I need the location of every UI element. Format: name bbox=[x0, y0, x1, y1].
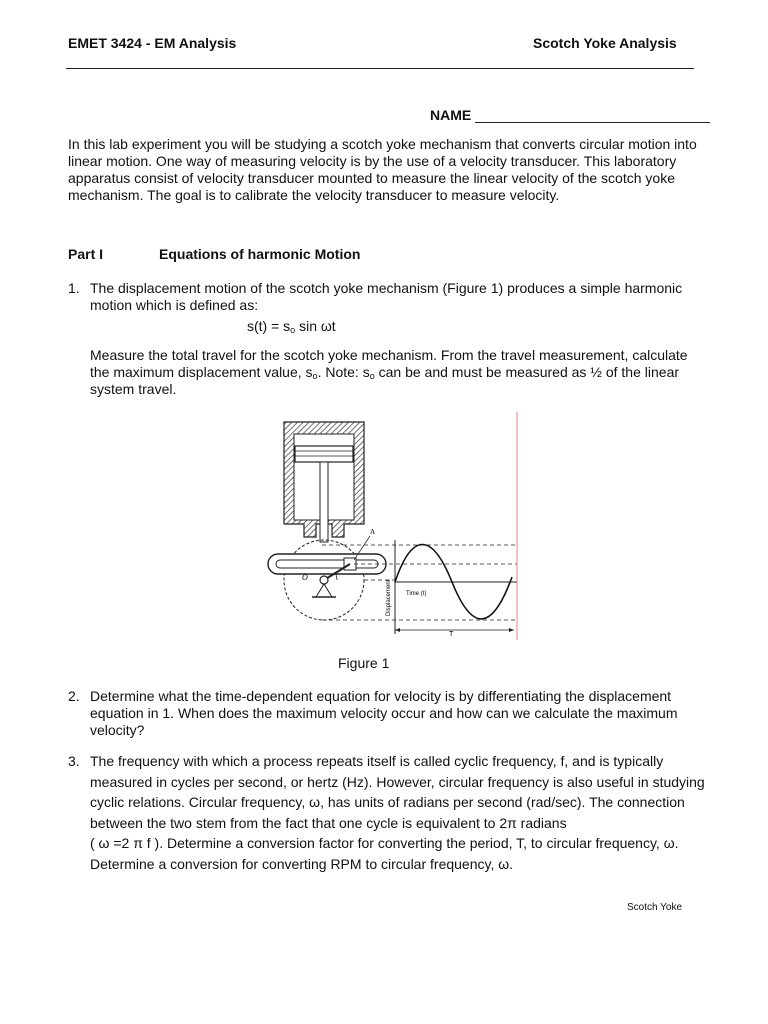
intro-paragraph: In this lab experiment you will be studying a scotch yoke mechanism that converts circular motion into linear motion. One way of measuring velocity is by the use of a velocity transducer. This laboratory apparatus consist of velocity transducer mounted to measure the linear velocity of the scotch yoke mechanism. The goal is to calibrate the velocity transducer to measure velocity. bbox=[68, 136, 697, 203]
piston bbox=[295, 446, 353, 462]
scotch-yoke-figure bbox=[262, 412, 522, 640]
name-blank-line bbox=[475, 108, 710, 123]
list-item-2 bbox=[68, 688, 708, 739]
label-o: O bbox=[302, 573, 308, 582]
name-label: NAME bbox=[430, 107, 472, 123]
label-displacement: Displacement bbox=[386, 579, 392, 616]
item-text-a: The frequency with which a process repeats itself is called cyclic frequency, f, and is typically measured in cycles per second, or hertz (Hz). However, circular frequency is also useful in studying cyclic relations. Circular frequency, ω, has units of radians per second (rad/sec). The connection between the two stem from the fact that one cycle is equivalent to 2π radians bbox=[90, 753, 705, 831]
item-number: 3. bbox=[68, 753, 80, 769]
equation-subscript: o bbox=[290, 325, 296, 335]
measure-paragraph bbox=[90, 347, 710, 398]
measure-sub-1: o bbox=[312, 371, 318, 381]
list-item-3 bbox=[68, 751, 708, 874]
label-a: A bbox=[370, 528, 376, 536]
part-title: Equations of harmonic Motion bbox=[159, 246, 361, 262]
header-title: Scotch Yoke Analysis bbox=[533, 35, 677, 51]
name-field bbox=[430, 107, 710, 123]
item-text: The displacement motion of the scotch yoke mechanism (Figure 1) produces a simple harmonic motion which is defined as: bbox=[90, 280, 683, 313]
header-rule bbox=[66, 68, 694, 69]
measure-sub-2: o bbox=[369, 371, 375, 381]
header-course: EMET 3424 - EM Analysis bbox=[68, 35, 237, 51]
item-text-b: ( ω =2 π f ). Determine a conversion factor for converting the period, T, to circular frequency, ω. Determine a conversion for converting RPM to circular frequency, ω. bbox=[90, 835, 679, 872]
piston-rod bbox=[320, 462, 328, 542]
list-item-1 bbox=[68, 280, 708, 314]
measure-text-a: Measure the total travel for the scotch yoke mechanism. From the travel measurement, calculate the maximum displacement value, s bbox=[90, 347, 688, 380]
equation-rhs: sin ωt bbox=[295, 318, 336, 334]
measure-text-c: can be and must be measured as ½ of the linear system travel. bbox=[90, 364, 680, 397]
equation-lhs: s(t) = s bbox=[247, 318, 291, 334]
item-text: Determine what the time-dependent equation for velocity is by differentiating the displacement equation in 1. When does the maximum velocity occur and how can we calculate the maximum velocity? bbox=[90, 688, 678, 738]
crank-pivot bbox=[320, 576, 328, 584]
item-number: 2. bbox=[68, 688, 80, 704]
displacement-equation bbox=[247, 318, 336, 334]
part-heading bbox=[68, 246, 361, 262]
figure-caption: Figure 1 bbox=[338, 655, 390, 671]
footer-label: Scotch Yoke bbox=[627, 902, 683, 913]
label-time: Time (t) bbox=[406, 591, 427, 597]
item-number: 1. bbox=[68, 280, 80, 296]
part-label: Part I bbox=[68, 246, 104, 262]
measure-text-b: . Note: s bbox=[317, 364, 370, 380]
label-period: T bbox=[449, 631, 454, 638]
